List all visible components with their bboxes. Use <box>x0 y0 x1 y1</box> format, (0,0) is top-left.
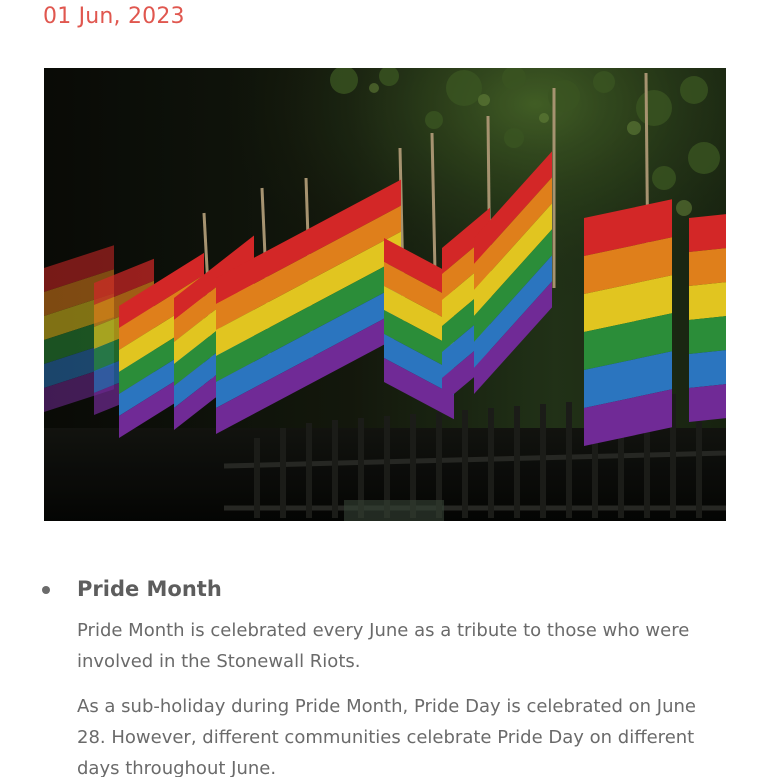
holiday-title-row <box>42 574 722 606</box>
holiday-entry <box>42 574 722 777</box>
bullet-icon <box>42 586 50 594</box>
holiday-description-paragraph: Pride Month is celebrated every June as a tribute to those who were involved in the Stonewall Riots. <box>77 620 690 672</box>
pride-flags-image <box>44 68 726 521</box>
post-date: 01 Jun, 2023 <box>43 4 185 29</box>
holiday-title: Pride Month <box>77 577 222 601</box>
holiday-detail-paragraph: As a sub-holiday during Pride Month, Pride Day is celebrated on June 28. However, different communities celebrate Pride Day on different days throughout June. <box>77 696 696 777</box>
